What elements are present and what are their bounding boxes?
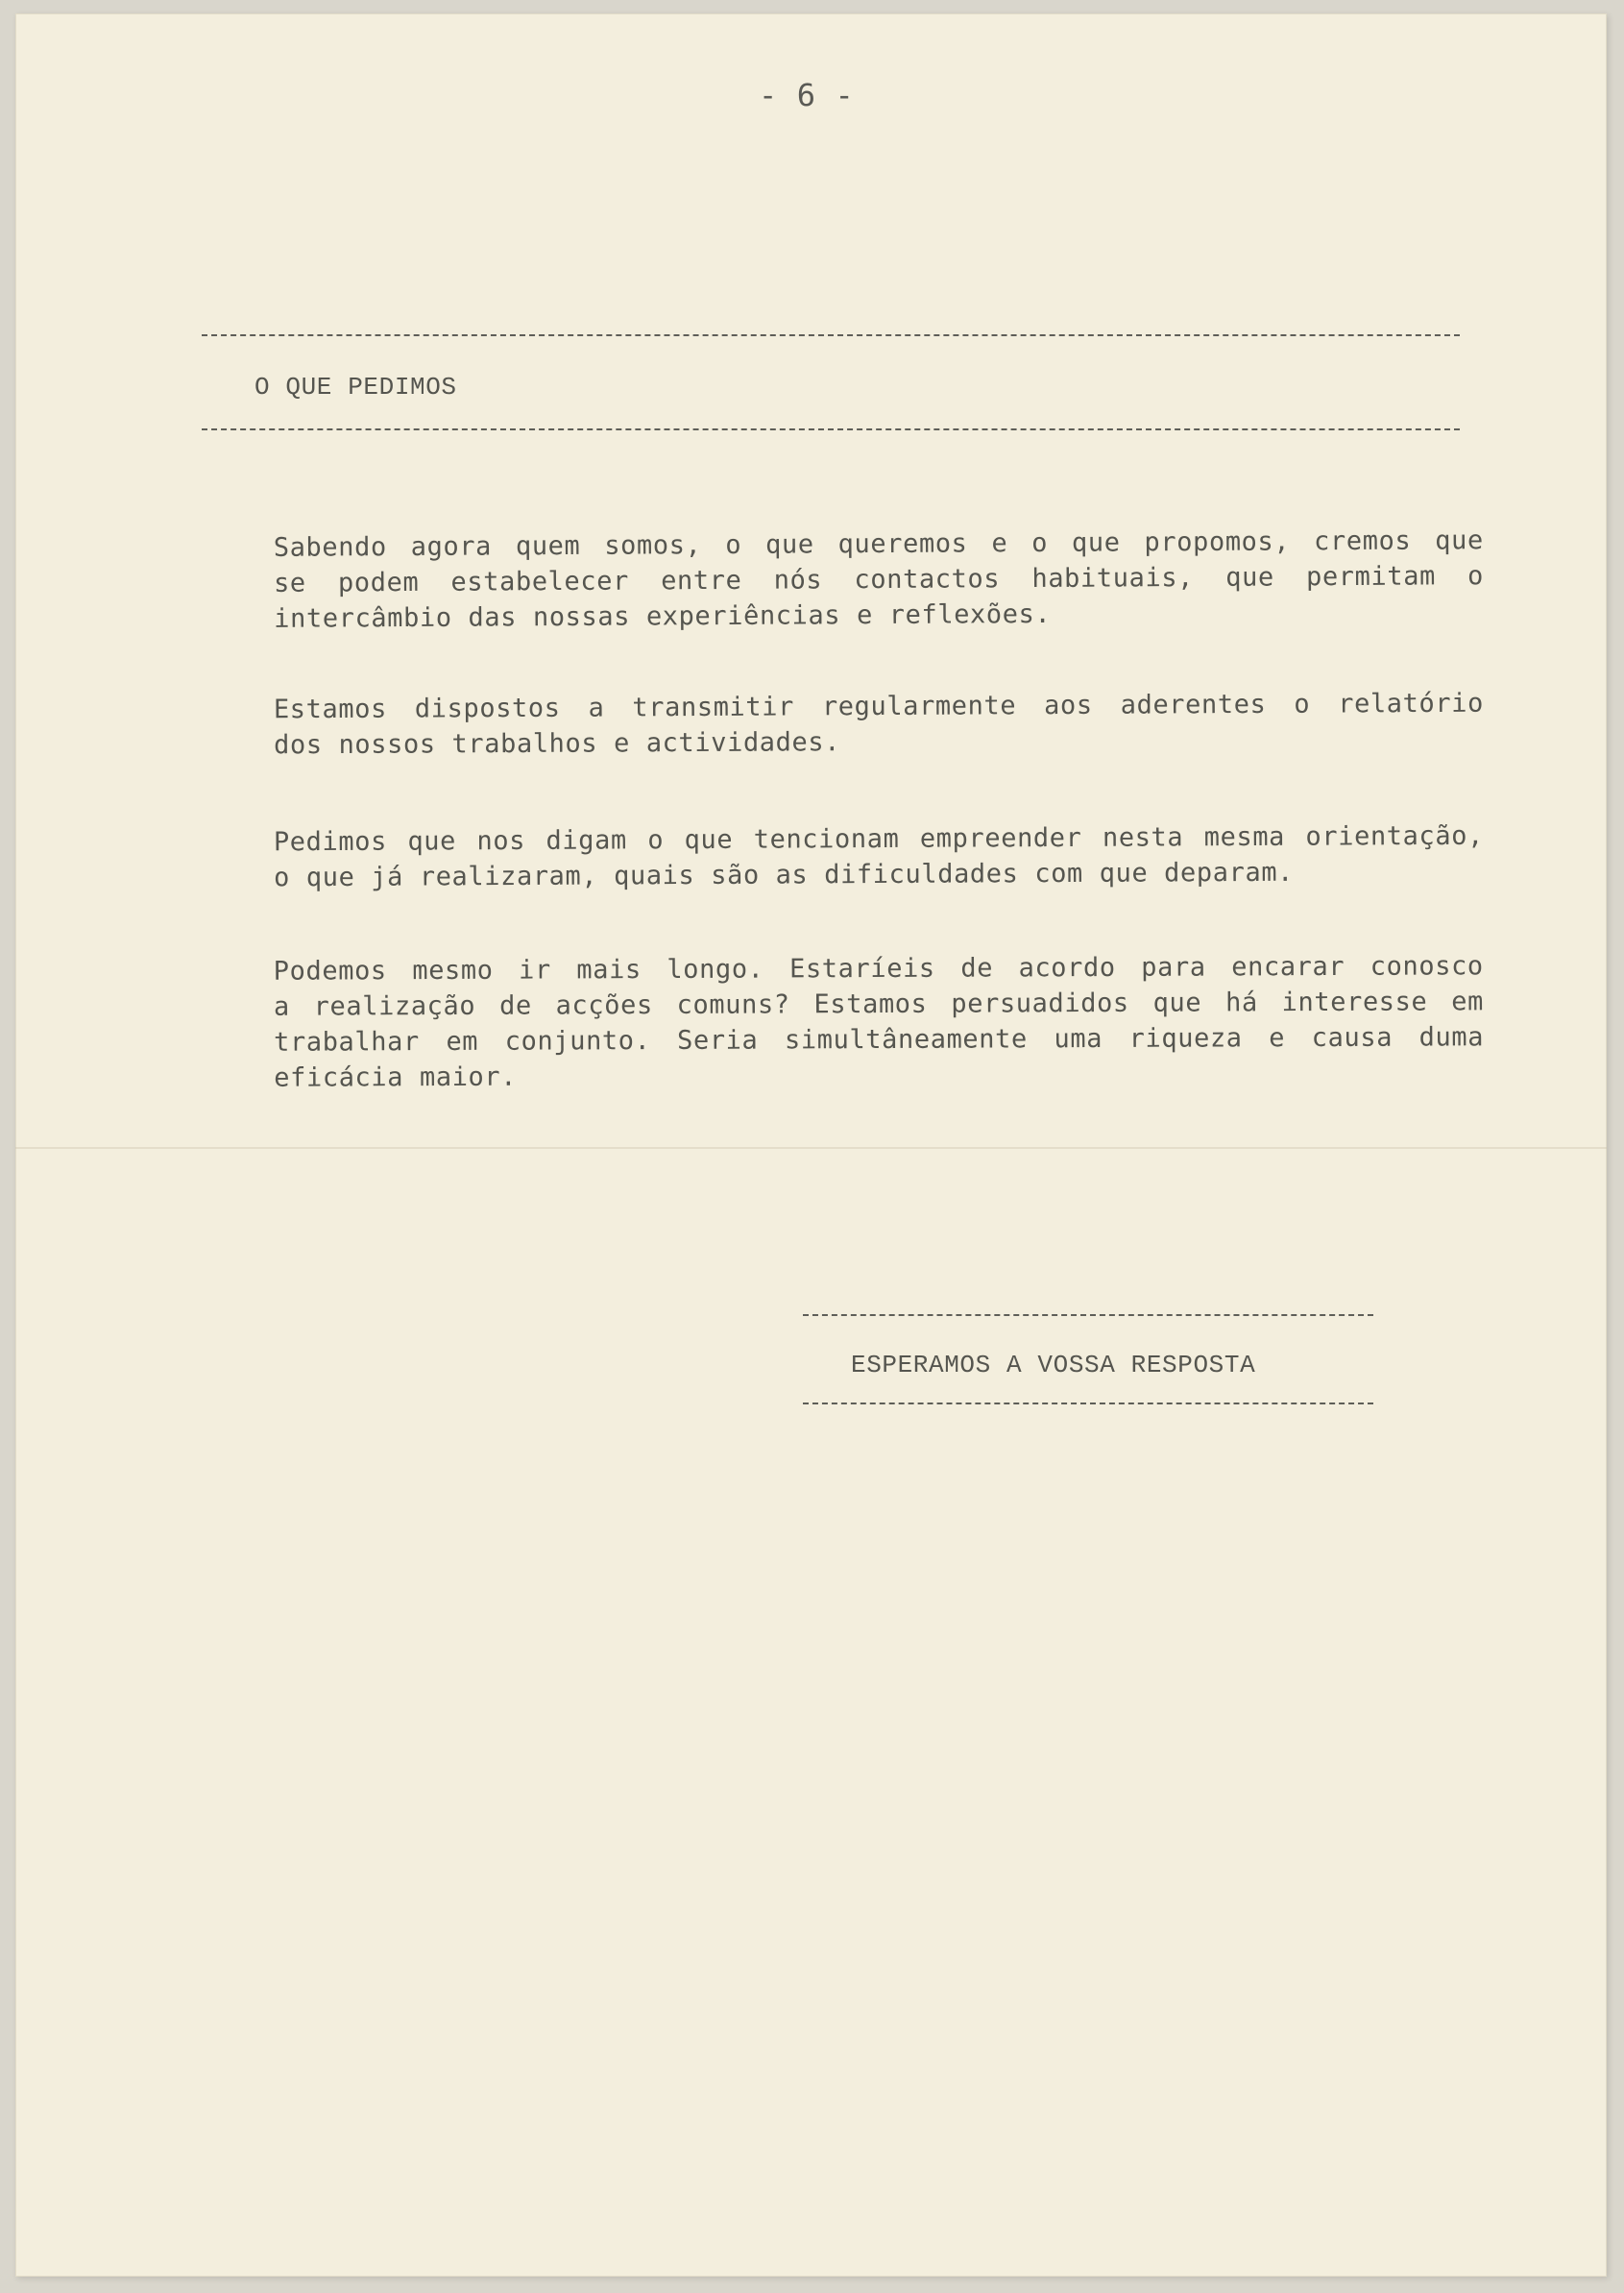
paragraph-2 [274, 686, 1484, 764]
paragraph-line: trabalhar em conjunto. Seria simultâneamente uma riqueza e causa duma [274, 1022, 1485, 1058]
paragraph-1 [274, 523, 1485, 637]
paragraph-3 [274, 818, 1484, 896]
paragraph-line: eficácia maior. [274, 1061, 518, 1093]
paragraph-line: Pedimos que nos digam o que tencionam empreender nesta mesma orientação, [273, 820, 1484, 858]
section-heading: O QUE PEDIMOS [255, 373, 457, 402]
paragraph-line: Sabendo agora quem somos, o que queremos e o que propomos, cremos que [273, 525, 1484, 563]
heading-top-rule [202, 334, 1460, 336]
paragraph-line: intercâmbio das nossas experiências e reflexões. [274, 598, 1052, 634]
paragraph-4 [274, 948, 1485, 1095]
paper-fold-crease [15, 1147, 1607, 1149]
heading-bottom-rule [202, 428, 1460, 430]
closing-bottom-rule [803, 1403, 1373, 1404]
closing-line: ESPERAMOS A VOSSA RESPOSTA [851, 1351, 1256, 1379]
paragraph-line: Podemos mesmo ir mais longo. Estaríeis de acordo para encarar conosco [273, 951, 1484, 987]
document-page [15, 13, 1607, 2277]
paragraph-line: dos nossos trabalhos e actividades. [274, 727, 841, 761]
paragraph-line: a realização de acções comuns? Estamos persuadidos que há interesse em [273, 987, 1484, 1022]
page-number: - 6 - [759, 77, 855, 113]
closing-top-rule [803, 1314, 1373, 1316]
paragraph-line: Estamos dispostos a transmitir regularmente aos aderentes o relatório [273, 688, 1484, 725]
paragraph-line: o que já realizaram, quais são as dificuldades com que deparam. [274, 857, 1295, 893]
paragraph-line: se podem estabelecer entre nós contactos habituais, que permitam o [273, 561, 1485, 598]
